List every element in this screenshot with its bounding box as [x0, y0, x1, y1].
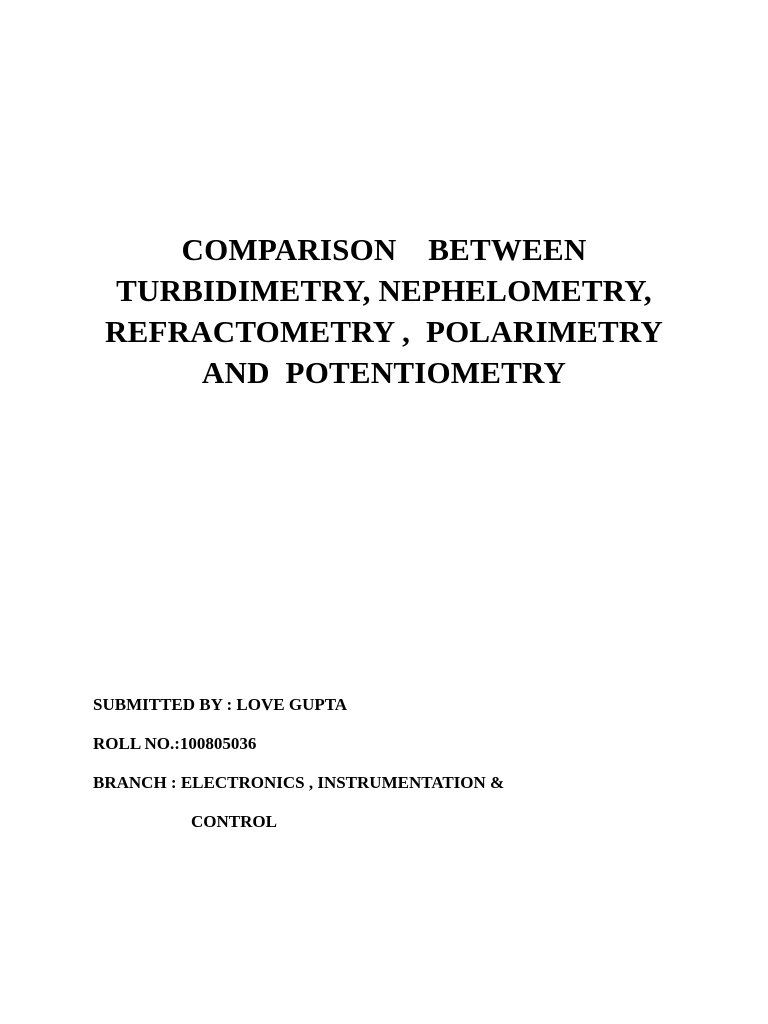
- submitted-by: SUBMITTED BY : LOVE GUPTA: [93, 695, 348, 714]
- document-title: [0, 229, 768, 393]
- title-line-4: AND POTENTIOMETRY: [201, 355, 567, 390]
- title-line-1: COMPARISON BETWEEN: [181, 232, 587, 267]
- branch: BRANCH : ELECTRONICS , INSTRUMENTATION &: [93, 773, 505, 792]
- roll-number: ROLL NO.:100805036: [93, 734, 257, 753]
- submission-details: [93, 695, 713, 832]
- title-line-2: TURBIDIMETRY, NEPHELOMETRY,: [116, 273, 652, 308]
- title-line-3: REFRACTOMETRY , POLARIMETRY: [105, 314, 663, 349]
- branch-continued: CONTROL: [191, 812, 277, 831]
